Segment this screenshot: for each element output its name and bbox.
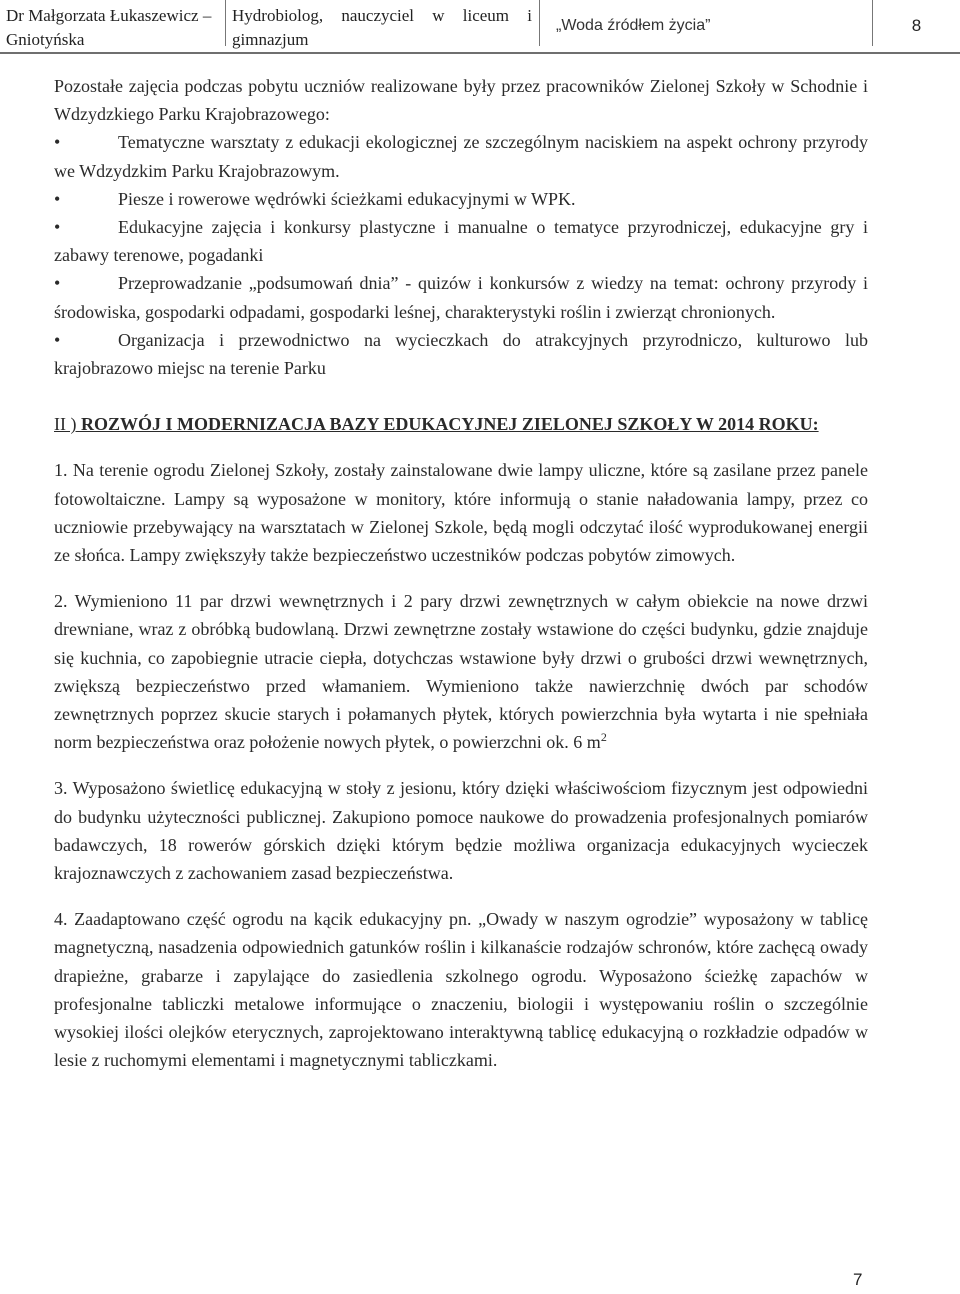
header-role-line2: gimnazjum — [232, 30, 309, 49]
footer-page-number: 7 — [853, 1270, 863, 1289]
paragraph-3: 3. Wyposażono świetlicę edukacyjną w stoły z jesionu, który dzięki właściwościom fizycznym jest odpowiedni do budynku użyteczności publicznej. Zakupiono pomoce naukowe do prowadzenia profesjonalnych pomiarów badawczych, 18 rowerów górskich dzięki którym będzie możliwa organizacja edukacyjnych wycieczek krajoznawczych z zachowaniem zasad bezpieczeństwa. — [54, 778, 868, 884]
superscript: 2 — [600, 730, 607, 745]
header-role-word: nauczyciel — [341, 6, 415, 25]
header-role-line1 — [232, 4, 532, 28]
bullet-text: Edukacyjne zajęcia i konkursy plastyczne i manualne o tematyce przyrodniczej, edukacyjne gry i zabawy terenowe, pogadanki — [54, 217, 868, 266]
header-author — [6, 0, 226, 49]
bullet-marker: • — [54, 273, 61, 294]
header-role-word: i — [527, 6, 532, 25]
bullet-marker: • — [54, 217, 61, 238]
header-role-word: Hydrobiolog, — [232, 6, 324, 25]
document-body — [54, 72, 868, 1075]
intro-paragraph: Pozostałe zajęcia podczas pobytu uczniów realizowane były przez pracowników Zielonej Szkoły w Schodnie i Wdzydzkiego Parku Krajobrazowego: — [54, 76, 868, 125]
header-role — [232, 0, 540, 49]
paragraph-2 — [54, 587, 868, 756]
bullet-marker: • — [54, 132, 61, 153]
bullet-marker: • — [54, 329, 61, 350]
bullet-item — [54, 326, 868, 382]
header-role-word: w — [432, 6, 445, 25]
bullet-text: Tematyczne warsztaty z edukacji ekologicznej ze szczególnym naciskiem na aspekt ochrony przyrody we Wdzydzkim Parku Krajobrazowym. — [54, 132, 868, 181]
section-heading — [54, 410, 868, 438]
header-role-word: liceum — [462, 6, 510, 25]
paragraph-1: 1. Na terenie ogrodu Zielonej Szkoły, zostały zainstalowane dwie lampy uliczne, które są zasilane przez panele fotowoltaiczne. Lampy są wyposażone w monitory, które informują o stanie naładowania lampy, przez co uczniowie przebywający na warsztatach w Zielonej Szkole, będą mogli odczytać ilość wyprodukowanej energii ze słońca. Lampy zwiększyły także bezpieczeństwo uczestników podczas pobytów zimowych. — [54, 460, 868, 566]
page-header — [0, 0, 960, 54]
header-title: „Woda źródłem życia” — [556, 17, 711, 34]
bullet-item — [54, 269, 868, 325]
section-prefix: II ) — [54, 414, 77, 435]
bullet-marker: • — [54, 188, 61, 209]
paragraph-2-text: 2. Wymieniono 11 par drzwi wewnętrznych i 2 pary drzwi zewnętrznych w całym obiekcie na nowe drzwi drewniane, wraz z obróbką budowlaną. Drzwi zewnętrzne zostały wstawione do części budynku, gdzie znajduje się kuchnia, co zapobiegnie utracie ciepła, dotychczas wstawione były drzwi o grubości drzwi wewnętrznych, zwiększą bezpieczeństwo przed włamaniem. Wymieniono także nawierzchnię dwóch par schodów zewnętrznych poprzez skucie starych i połamanych płytek, których powierzchnia była wytarta i nie spełniała norm bezpieczeństwa oraz położenie nowych płytek, o powierzchni ok. 6 m — [54, 591, 868, 753]
section-title-text: ROZWÓJ I MODERNIZACJA BAZY EDUKACYJNEJ ZIELONEJ SZKOŁY W 2014 ROKU: — [80, 414, 819, 435]
bullet-text: Przeprowadzanie „podsumowań dnia” - quizów i konkursów z wiedzy na temat: ochrony przyrody i środowiska, gospodarki odpadami, gospodarki leśnej, charakterystyki roślin i zwierząt chronionych. — [54, 273, 868, 322]
header-author-line2: Gniotyńska — [6, 30, 85, 49]
paragraph-4: 4. Zaadaptowano część ogrodu na kącik edukacyjny pn. „Owady w naszym ogrodzie” wyposażony w tablicę magnetyczną, nasadzenia odpowiednich gatunków roślin i kilkanaście rodzajów schronów, które zachęcą owady drapieżne, grabarze i zapylające do zasiedlenia szkolnego ogrodu. Wyposażono ścieżkę zapachów w profesjonalne tabliczki metalowe informujące o znaczeniu, biologii i występowaniu roślin o szczególnie wysokiej ilości olejków eterycznych, zaprojektowano interaktywną tablicę edukacyjną o rozkładzie odpadów w lesie z ruchomymi elementami i magnetycznymi tabliczkami. — [54, 909, 868, 1071]
header-author-line1: Dr Małgorzata Łukaszewicz – — [6, 6, 212, 25]
bullet-item — [54, 185, 868, 213]
bullet-text: Organizacja i przewodnictwo na wycieczkach do atrakcyjnych przyrodniczo, kulturowo lub krajobrazowo miejsc na terenie Parku — [54, 329, 868, 379]
bullet-item — [54, 128, 868, 184]
bullet-text: Piesze i rowerowe wędrówki ścieżkami edukacyjnymi w WPK. — [118, 188, 576, 209]
header-page-number: 8 — [872, 0, 960, 46]
bullet-item — [54, 213, 868, 269]
